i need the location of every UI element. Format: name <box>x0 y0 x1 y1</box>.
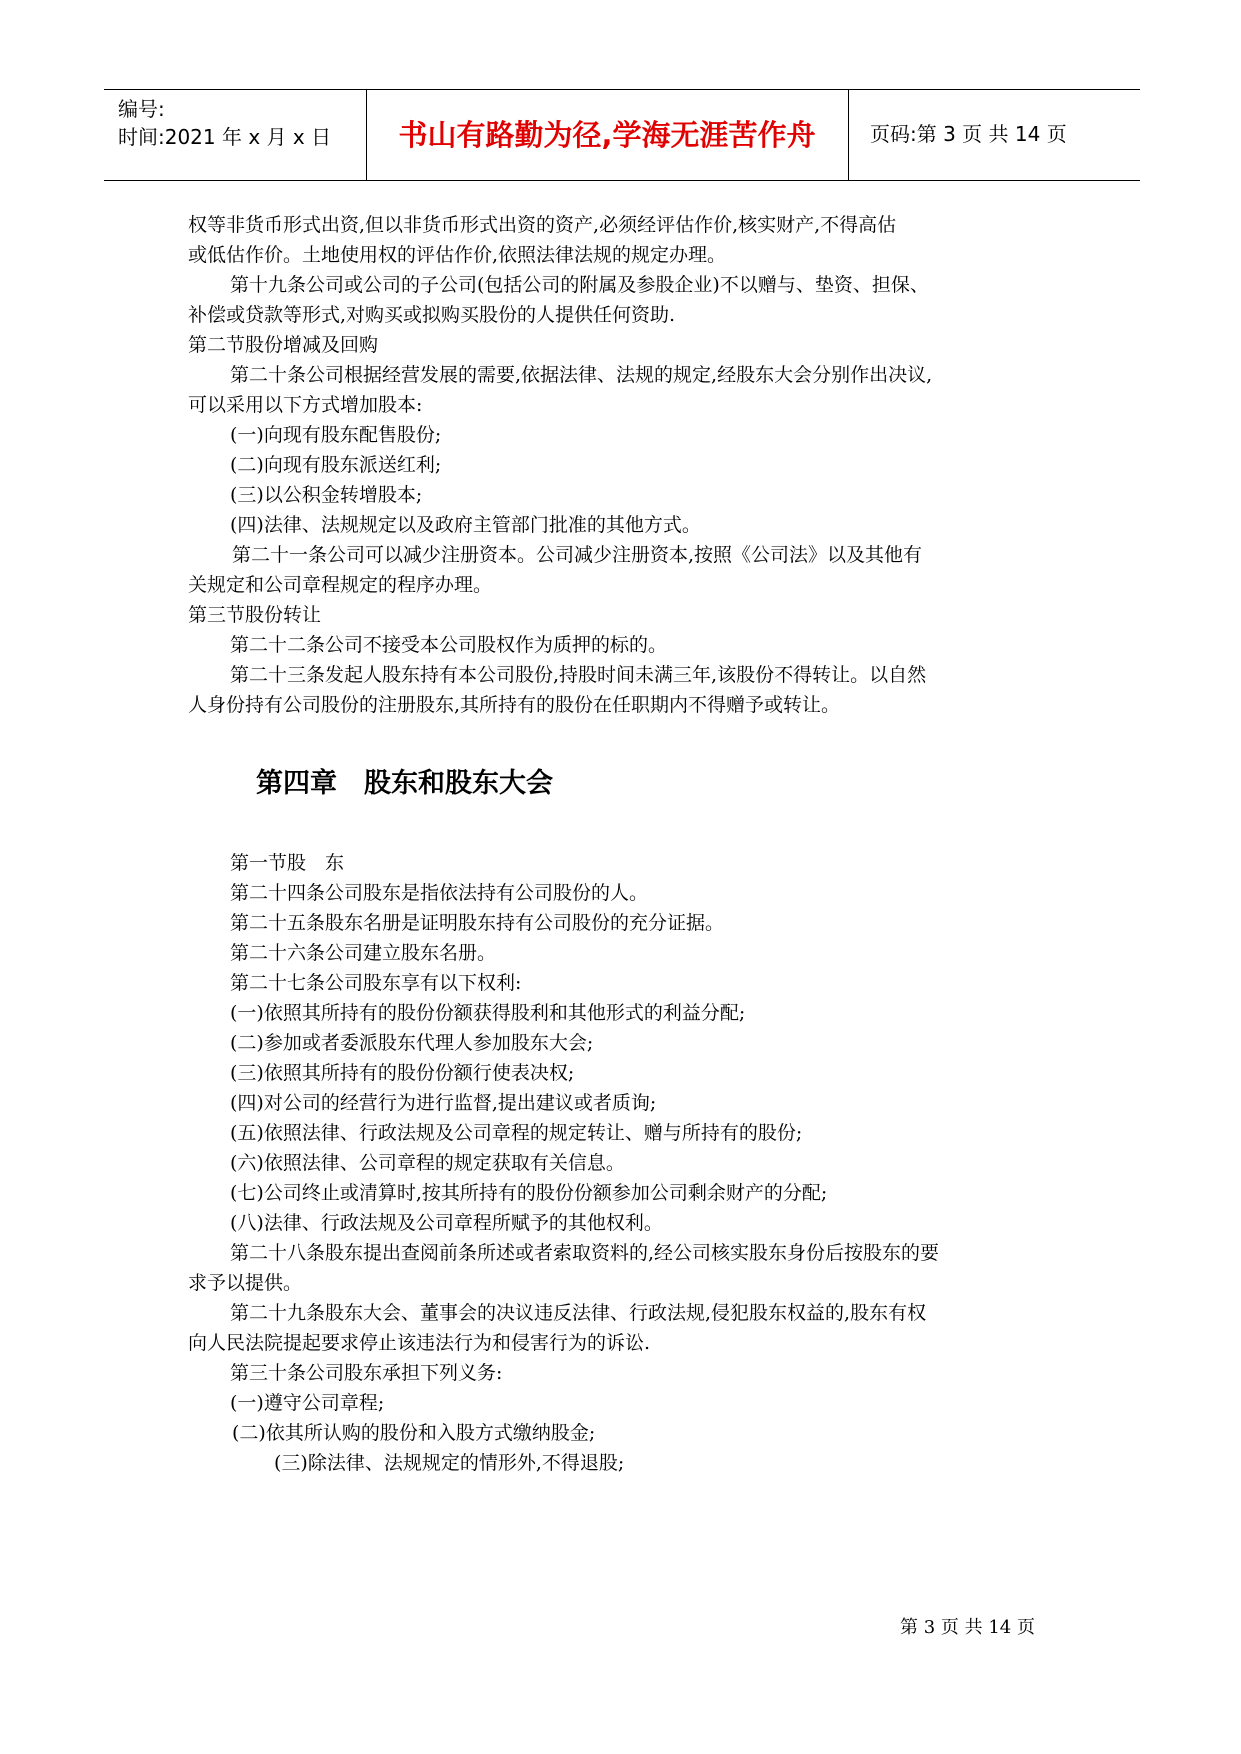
document-header <box>104 89 1140 181</box>
article-26: 第二十六条公司建立股东名册。 <box>230 942 497 964</box>
list-item: (三)依照其所持有的股份份额行使表决权; <box>230 1062 575 1084</box>
page-footer: 第 3 页 共 14 页 <box>900 1617 1035 1638</box>
body-line: 人身份持有公司股份的注册股东,其所持有的股份在任职期内不得赠予或转让。 <box>188 694 841 716</box>
document-body <box>188 210 1062 1478</box>
list-item: (三)除法律、法规规定的情形外,不得退股; <box>274 1452 625 1474</box>
header-meta <box>118 95 331 151</box>
list-item: (三)以公积金转增股本; <box>230 484 423 506</box>
chapter-title: 第四章 股东和股东大会 <box>256 768 553 799</box>
body-line: 或低估作价。土地使用权的评估作价,依照法律法规的规定办理。 <box>188 244 727 266</box>
article-30: 第三十条公司股东承担下列义务: <box>230 1362 503 1384</box>
list-item: (七)公司终止或清算时,按其所持有的股份份额参加公司剩余财产的分配; <box>230 1182 828 1204</box>
article-28: 第二十八条股东提出查阅前条所述或者索取资料的,经公司核实股东身份后按股东的要 <box>230 1242 940 1264</box>
list-item: (一)遵守公司章程; <box>230 1392 385 1414</box>
article-22: 第二十二条公司不接受本公司股权作为质押的标的。 <box>230 634 668 656</box>
body-line: 可以采用以下方式增加股本: <box>188 394 423 416</box>
section-heading: 第二节股份增减及回购 <box>188 334 379 356</box>
list-item: (二)参加或者委派股东代理人参加股东大会; <box>230 1032 594 1054</box>
spacer <box>188 720 1062 766</box>
header-divider-right <box>848 89 849 181</box>
list-item: (六)依照法律、公司章程的规定获取有关信息。 <box>230 1152 625 1174</box>
body-line: 向人民法院提起要求停止该违法行为和侵害行为的诉讼. <box>188 1332 651 1354</box>
body-line: 权等非货币形式出资,但以非货币形式出资的资产,必须经评估作价,核实财产,不得高估 <box>188 214 897 236</box>
spacer <box>188 802 1062 848</box>
body-line: 补偿或贷款等形式,对购买或拟购买股份的人提供任何资助. <box>188 304 676 326</box>
article-27: 第二十七条公司股东享有以下权利: <box>230 972 522 994</box>
header-bottom-rule <box>104 180 1140 181</box>
header-top-rule <box>104 89 1140 90</box>
list-item: (二)向现有股东派送红利; <box>230 454 442 476</box>
document-number-label: 编号: <box>118 97 165 121</box>
header-page-info: 页码:第 3 页 共 14 页 <box>870 122 1067 146</box>
body-line: 关规定和公司章程规定的程序办理。 <box>188 574 493 596</box>
article-21: 第二十一条公司可以减少注册资本。公司减少注册资本,按照《公司法》以及其他有 <box>232 544 923 566</box>
article-29: 第二十九条股东大会、董事会的决议违反法律、行政法规,侵犯股东权益的,股东有权 <box>230 1302 927 1324</box>
list-item: (八)法律、行政法规及公司章程所赋予的其他权利。 <box>230 1212 663 1234</box>
list-item: (五)依照法律、行政法规及公司章程的规定转让、赠与所持有的股份; <box>230 1122 803 1144</box>
list-item: (四)对公司的经营行为进行监督,提出建议或者质询; <box>230 1092 657 1114</box>
article-20: 第二十条公司根据经营发展的需要,依据法律、法规的规定,经股东大会分别作出决议, <box>230 364 933 386</box>
list-item: (二)依其所认购的股份和入股方式缴纳股金; <box>232 1422 596 1444</box>
list-item: (一)向现有股东配售股份; <box>230 424 442 446</box>
header-motto: 书山有路勤为径,学海无涯苦作舟 <box>398 118 816 152</box>
document-time-label: 时间:2021 年 x 月 x 日 <box>118 125 332 149</box>
section-heading: 第一节股 东 <box>230 852 345 874</box>
article-19: 第十九条公司或公司的子公司(包括公司的附属及参股企业)不以赠与、垫资、担保、 <box>230 274 929 296</box>
list-item: (四)法律、法规规定以及政府主管部门批准的其他方式。 <box>230 514 701 536</box>
article-24: 第二十四条公司股东是指依法持有公司股份的人。 <box>230 882 649 904</box>
body-line: 求予以提供。 <box>188 1272 303 1294</box>
section-heading: 第三节股份转让 <box>188 604 322 626</box>
list-item: (一)依照其所持有的股份份额获得股利和其他形式的利益分配; <box>230 1002 746 1024</box>
article-23: 第二十三条发起人股东持有本公司股份,持股时间未满三年,该股份不得转让。以自然 <box>230 664 927 686</box>
article-25: 第二十五条股东名册是证明股东持有公司股份的充分证据。 <box>230 912 725 934</box>
